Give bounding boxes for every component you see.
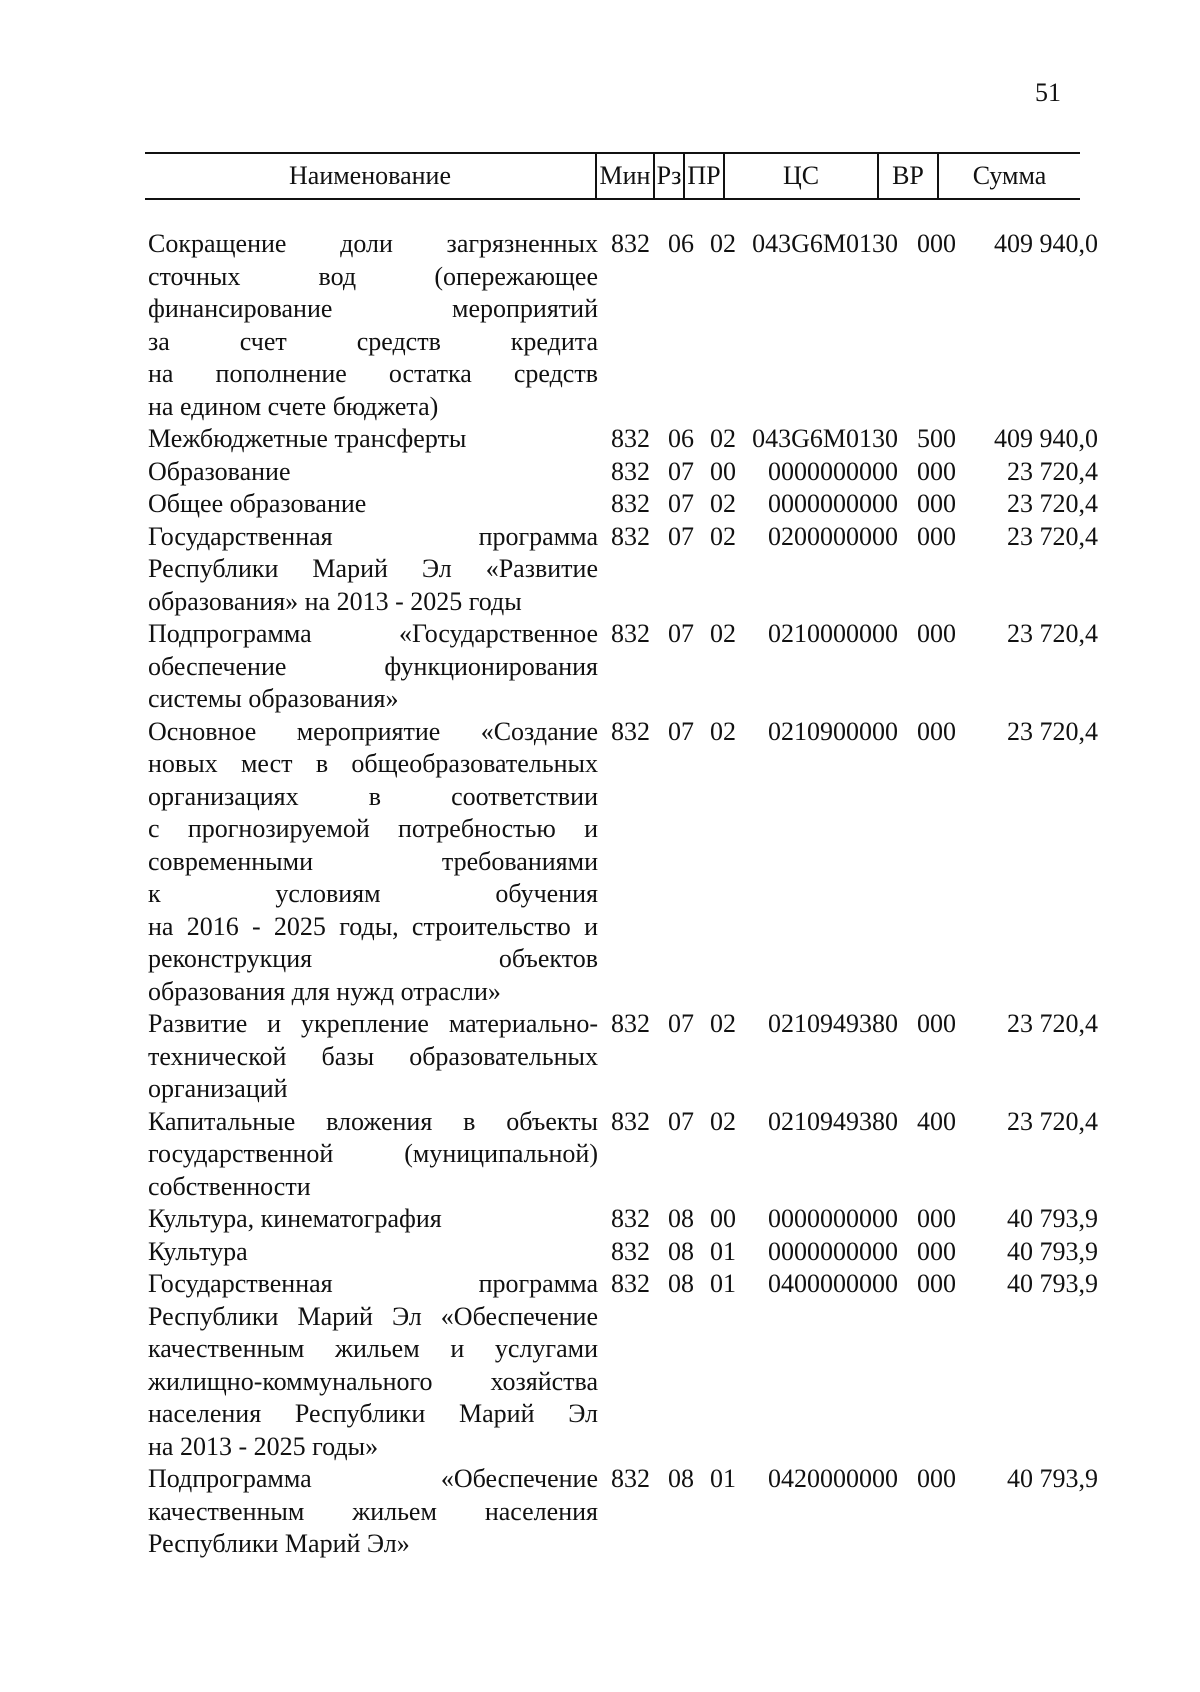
- row-pr: 02: [710, 716, 736, 746]
- row-sum: 23 720,4: [1007, 716, 1098, 746]
- row-cs: 0210949380: [768, 1106, 898, 1136]
- row-name-line: Подпрограмма «Государственное: [148, 619, 598, 648]
- row-rz: 07: [668, 619, 694, 648]
- row-cs: 0210949380: [768, 1009, 898, 1038]
- row-name: [148, 521, 598, 619]
- row-vr: 000: [917, 716, 956, 746]
- header-cs: ЦС: [725, 154, 879, 198]
- row-vr: 000: [917, 1269, 956, 1298]
- row-rz: 07: [668, 1009, 694, 1038]
- row-pr: 02: [710, 1009, 736, 1038]
- row-name-line: организациях в соответствии: [148, 781, 598, 811]
- row-vr: 000: [917, 521, 956, 551]
- table-row: [148, 228, 1098, 423]
- row-min: 832: [611, 619, 650, 648]
- header-vr: ВР: [879, 154, 939, 198]
- row-name-line: на 2013 - 2025 годы»: [148, 1431, 379, 1461]
- row-min: 832: [611, 1009, 650, 1038]
- row-pr: 02: [710, 521, 736, 551]
- row-name-line: к условиям обучения: [148, 879, 598, 908]
- row-name: [148, 1463, 598, 1561]
- row-name: [148, 423, 598, 456]
- row-name-line: Республики Марий Эл «Развитие: [148, 554, 598, 583]
- row-min: 832: [611, 1464, 650, 1493]
- row-min: 832: [611, 1204, 650, 1233]
- row-rz: 07: [668, 716, 694, 746]
- row-name: [148, 488, 598, 521]
- table-row: [148, 1268, 1098, 1463]
- row-sum: 23 720,4: [1007, 1009, 1098, 1038]
- row-name-line: на едином счете бюджета): [148, 391, 439, 421]
- row-min: 832: [611, 1106, 650, 1136]
- row-name: [148, 1008, 598, 1106]
- row-cs: 0000000000: [768, 456, 898, 486]
- header-min: Мин: [597, 154, 655, 198]
- row-pr: 01: [710, 1269, 736, 1298]
- table-row: [148, 1463, 1098, 1561]
- row-name-line: Межбюджетные трансферты: [148, 424, 467, 453]
- row-vr: 000: [917, 456, 956, 486]
- row-name: [148, 1268, 598, 1463]
- row-min: 832: [611, 1269, 650, 1298]
- row-vr: 000: [917, 1464, 956, 1493]
- row-name: [148, 1203, 598, 1236]
- row-cs: 0400000000: [768, 1269, 898, 1298]
- row-name-line: Образование: [148, 456, 291, 486]
- row-min: 832: [611, 521, 650, 551]
- row-vr: 000: [917, 1236, 956, 1266]
- row-sum: 23 720,4: [1007, 456, 1098, 486]
- row-min: 832: [611, 1236, 650, 1266]
- header-sum: Сумма: [972, 161, 1047, 190]
- row-name-line: Развитие и укрепление материально-: [148, 1009, 598, 1038]
- table-row: [148, 716, 1098, 1009]
- row-name-line: Республики Марий Эл»: [148, 1529, 410, 1558]
- row-name-line: Культура, кинематография: [148, 1204, 442, 1233]
- row-name-line: Государственная программа: [148, 1269, 598, 1298]
- row-vr: 000: [917, 1009, 956, 1038]
- row-name-line: Республики Марий Эл «Обеспечение: [148, 1301, 598, 1331]
- row-sum: 40 793,9: [1007, 1204, 1098, 1233]
- row-vr: 000: [917, 619, 956, 648]
- row-name-line: на пополнение остатка средств: [148, 359, 598, 388]
- row-vr: 400: [917, 1106, 956, 1136]
- row-sum: 23 720,4: [1007, 489, 1098, 518]
- table-row: [148, 1236, 1098, 1269]
- row-name-line: за счет средств кредита: [148, 326, 598, 356]
- page-number: 51: [1035, 78, 1061, 107]
- row-sum: 40 793,9: [1007, 1464, 1098, 1493]
- row-cs: 0210000000: [768, 619, 898, 648]
- row-name-line: технической базы образовательных: [148, 1041, 598, 1071]
- row-name: [148, 456, 598, 489]
- row-min: 832: [611, 424, 650, 453]
- table-row: [148, 1008, 1098, 1106]
- row-name-line: Сокращение доли загрязненных: [148, 229, 598, 258]
- row-cs: 0000000000: [768, 1236, 898, 1266]
- row-name-line: образования» на 2013 - 2025 годы: [148, 586, 522, 616]
- table-body: [148, 228, 1098, 1561]
- row-cs: 043G6M0130: [752, 229, 898, 258]
- row-name-line: Государственная программа: [148, 521, 598, 551]
- row-sum: 23 720,4: [1007, 1106, 1098, 1136]
- row-cs: 0000000000: [768, 489, 898, 518]
- header-name: Наименование: [145, 154, 597, 198]
- row-vr: 000: [917, 489, 956, 518]
- table-row: [148, 1106, 1098, 1204]
- row-pr: 02: [710, 489, 736, 518]
- row-name: [148, 716, 598, 1009]
- row-name-line: Культура: [148, 1236, 248, 1266]
- row-sum: 409 940,0: [994, 229, 1098, 258]
- table-row: [148, 1203, 1098, 1236]
- table-header: [145, 152, 1080, 200]
- row-sum: 23 720,4: [1007, 619, 1098, 648]
- row-min: 832: [611, 716, 650, 746]
- row-rz: 07: [668, 456, 694, 486]
- row-name-line: системы образования»: [148, 684, 399, 713]
- row-pr: 00: [710, 456, 736, 486]
- row-rz: 07: [668, 1106, 694, 1136]
- row-rz: 08: [668, 1269, 694, 1298]
- row-pr: 02: [710, 1106, 736, 1136]
- table-row: [148, 488, 1098, 521]
- row-pr: 02: [710, 619, 736, 648]
- row-pr: 01: [710, 1464, 736, 1493]
- row-rz: 06: [668, 229, 694, 258]
- row-pr: 02: [710, 229, 736, 258]
- row-min: 832: [611, 456, 650, 486]
- row-rz: 06: [668, 424, 694, 453]
- row-name-line: Капитальные вложения в объекты: [148, 1106, 598, 1136]
- row-name-line: государственной (муниципальной): [148, 1139, 598, 1168]
- row-name-line: качественным жильем населения: [148, 1496, 598, 1526]
- row-min: 832: [611, 229, 650, 258]
- row-pr: 02: [710, 424, 736, 453]
- row-name: [148, 1236, 598, 1269]
- row-name-line: новых мест в общеобразовательных: [148, 749, 598, 778]
- row-rz: 08: [668, 1204, 694, 1233]
- row-vr: 500: [917, 424, 956, 453]
- row-rz: 07: [668, 521, 694, 551]
- row-cs: 0420000000: [768, 1464, 898, 1493]
- row-name-line: финансирование мероприятий: [148, 294, 598, 323]
- row-name-line: реконструкция объектов: [148, 944, 598, 973]
- row-sum: 23 720,4: [1007, 521, 1098, 551]
- row-sum: 409 940,0: [994, 424, 1098, 453]
- table-row: [148, 423, 1098, 456]
- row-rz: 08: [668, 1236, 694, 1266]
- row-name: [148, 1106, 598, 1204]
- row-name-line: на 2016 - 2025 годы, строительство и: [148, 911, 598, 941]
- row-rz: 08: [668, 1464, 694, 1493]
- header-rz: Рз: [655, 154, 685, 198]
- row-vr: 000: [917, 229, 956, 258]
- row-pr: 01: [710, 1236, 736, 1266]
- row-name-line: качественным жильем и услугами: [148, 1334, 598, 1363]
- row-name-line: Подпрограмма «Обеспечение: [148, 1464, 598, 1493]
- row-name-line: Общее образование: [148, 489, 367, 518]
- row-cs: 0200000000: [768, 521, 898, 551]
- table-row: [148, 521, 1098, 619]
- row-name-line: Основное мероприятие «Создание: [148, 716, 598, 746]
- row-cs: 043G6M0130: [752, 424, 898, 453]
- row-name: [148, 618, 598, 716]
- row-cs: 0000000000: [768, 1204, 898, 1233]
- row-name-line: сточных вод (опережающее: [148, 261, 598, 291]
- row-name-line: обеспечение функционирования: [148, 651, 598, 681]
- row-vr: 000: [917, 1204, 956, 1233]
- header-pr: ПР: [685, 154, 725, 198]
- row-name-line: с прогнозируемой потребностью и: [148, 814, 598, 843]
- table-row: [148, 456, 1098, 489]
- row-sum: 40 793,9: [1007, 1269, 1098, 1298]
- row-rz: 07: [668, 489, 694, 518]
- row-sum: 40 793,9: [1007, 1236, 1098, 1266]
- row-cs: 0210900000: [768, 716, 898, 746]
- table-row: [148, 618, 1098, 716]
- row-name-line: организаций: [148, 1074, 288, 1103]
- row-pr: 00: [710, 1204, 736, 1233]
- row-name-line: собственности: [148, 1171, 311, 1201]
- row-name-line: жилищно-коммунального хозяйства: [148, 1366, 598, 1396]
- row-name-line: современными требованиями: [148, 846, 598, 876]
- row-min: 832: [611, 489, 650, 518]
- row-name-line: образования для нужд отрасли»: [148, 976, 501, 1006]
- row-name-line: населения Республики Марий Эл: [148, 1399, 598, 1428]
- row-name: [148, 228, 598, 423]
